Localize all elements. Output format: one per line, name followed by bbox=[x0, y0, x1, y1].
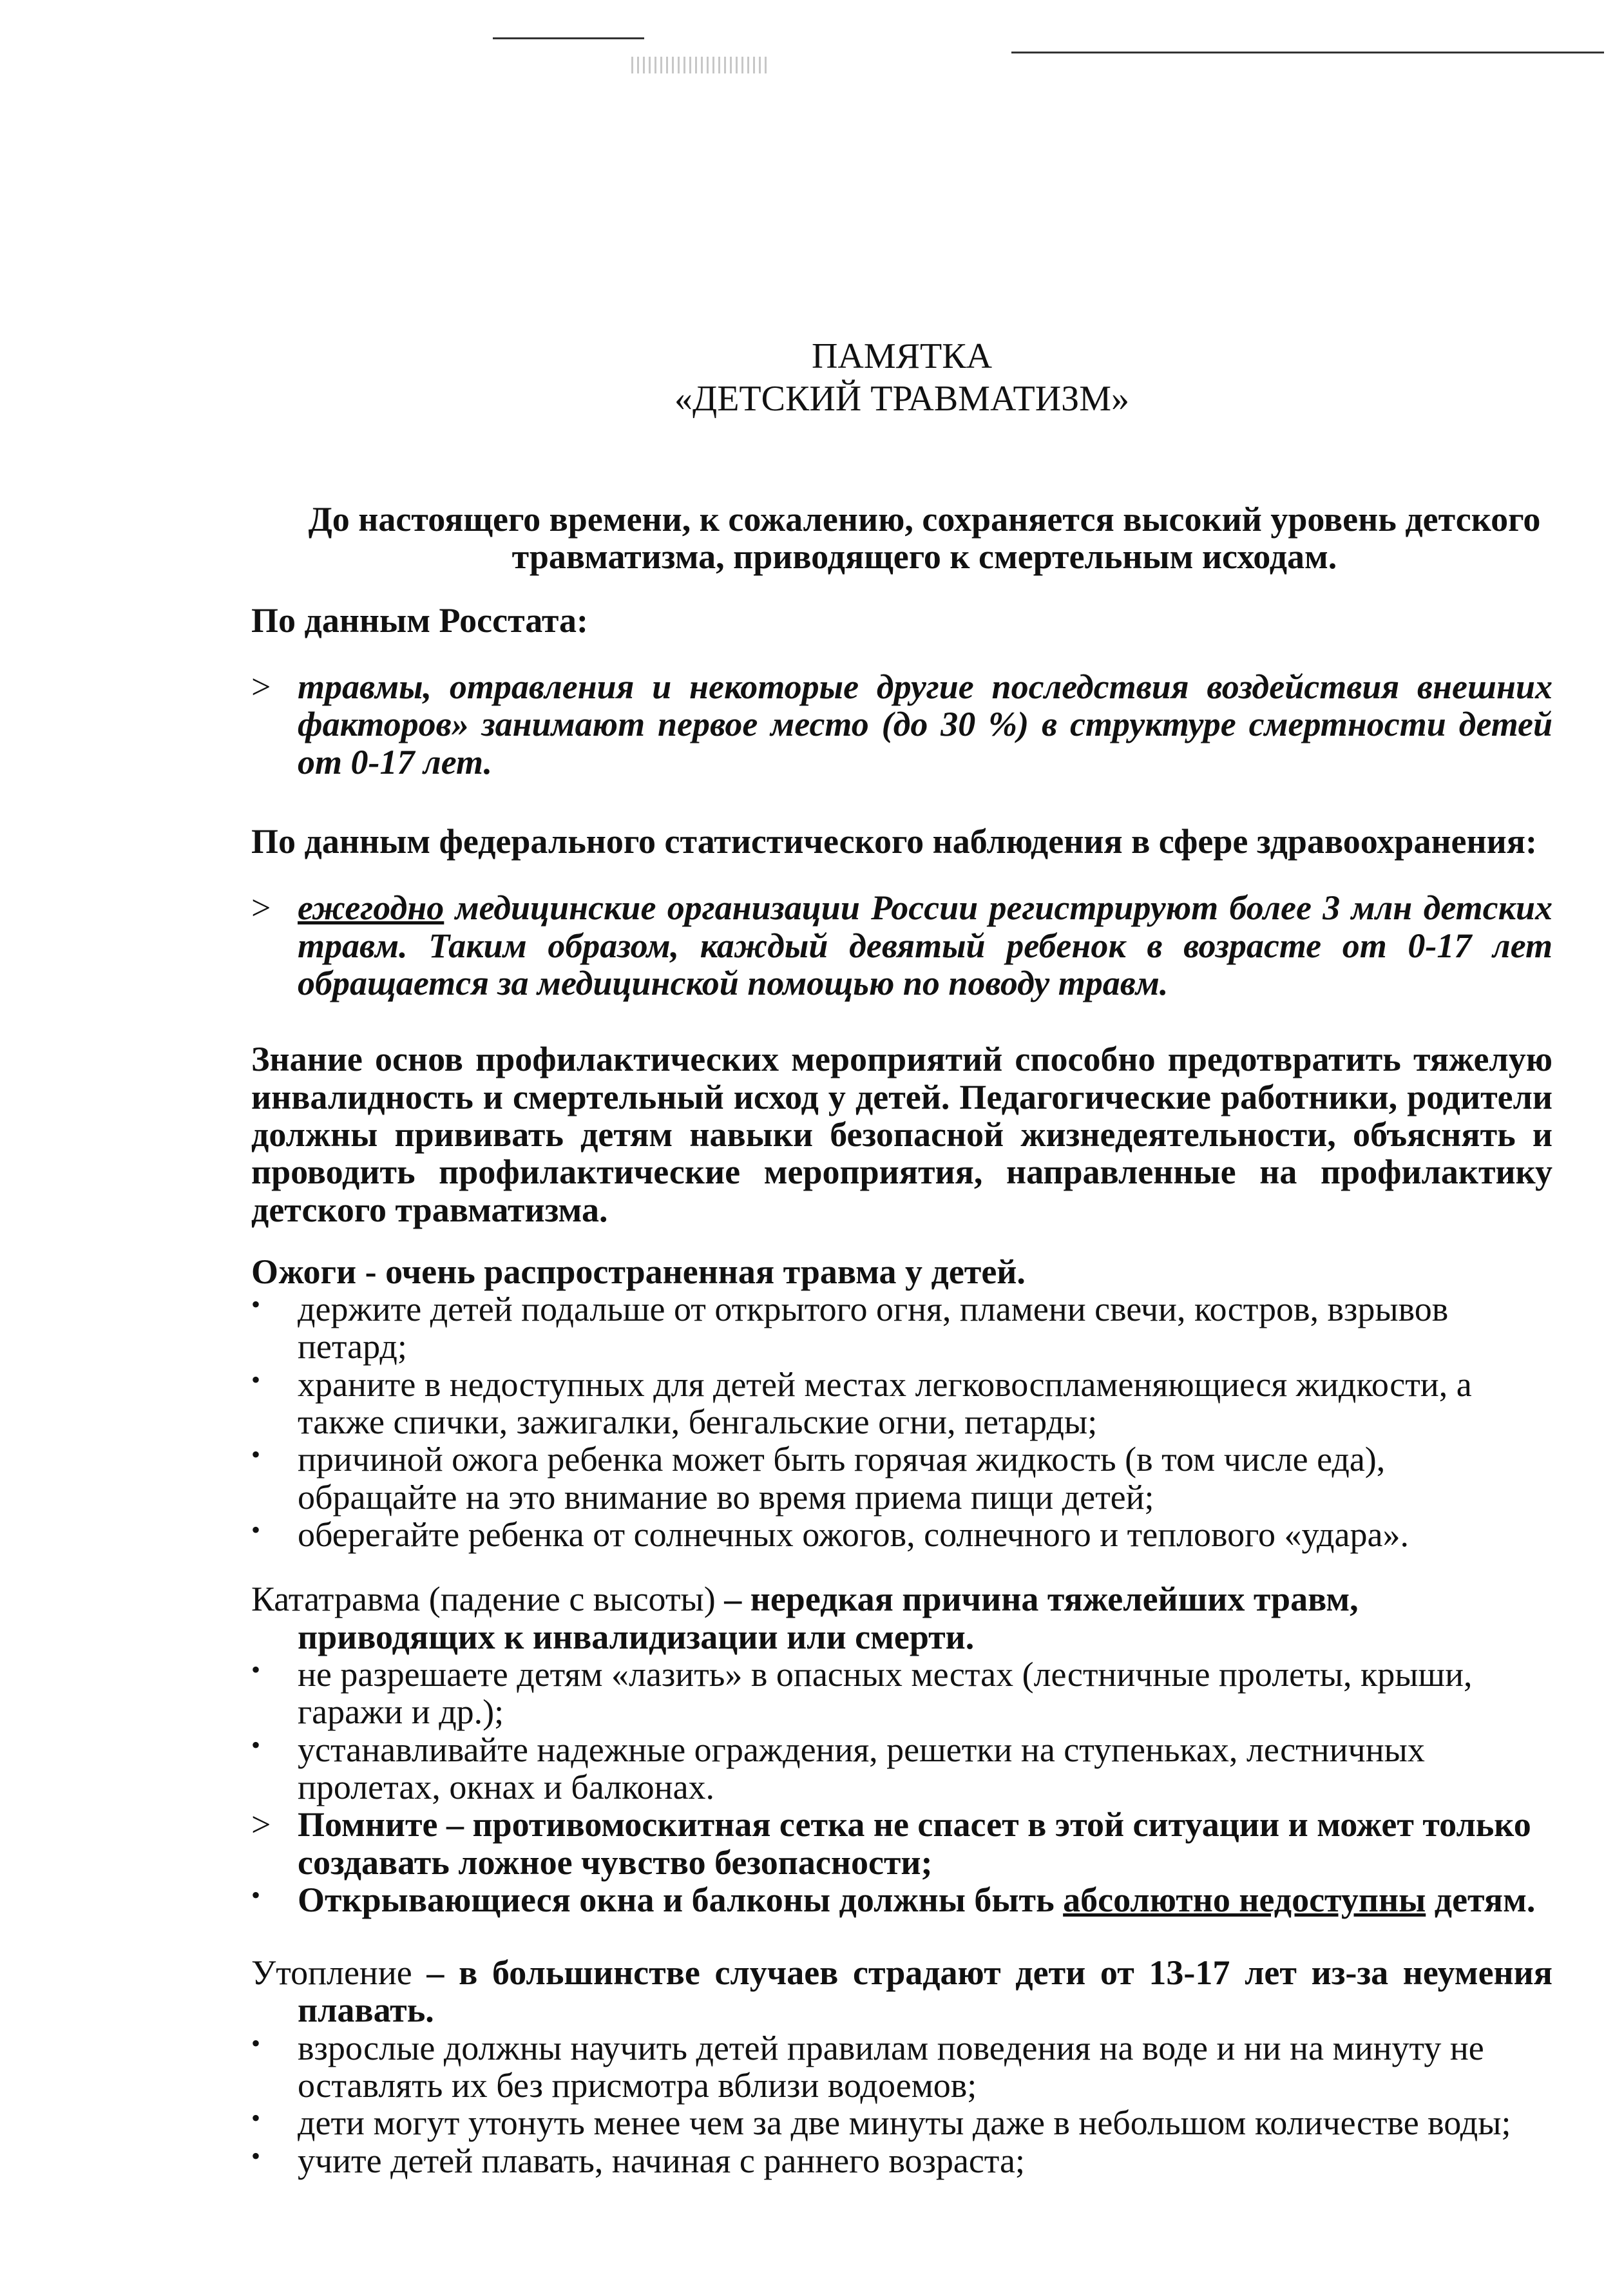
list-item-text: устанавливайте надежные ограждения, решетки на ступеньках, лестничных пролетах, окнах и балконах. bbox=[298, 1730, 1425, 1806]
list-item-text: дети могут утонуть менее чем за две минуты даже в небольшом количестве воды; bbox=[298, 2103, 1511, 2143]
falls-section bbox=[251, 1580, 1552, 1919]
list-item bbox=[251, 2142, 1552, 2179]
bullet-marker: • bbox=[251, 2028, 261, 2058]
drowning-list bbox=[251, 2029, 1552, 2179]
falls-windows-underlined: абсолютно недоступны bbox=[1063, 1880, 1426, 1919]
list-item-text: оберегайте ребенка от солнечных ожогов, солнечного и теплового «удара». bbox=[298, 1515, 1409, 1555]
prevention-paragraph: Знание основ профилактических мероприятий способно предотвратить тяжелую инвалидность и смертельный исход у детей. Педагогические работники, родители должны прививать детям навыки безопасной жизнедеятельности, объяснять и проводить профилактические мероприятия, направленные на профилактику детского травматизма. bbox=[251, 1040, 1552, 1229]
top-rule-left bbox=[493, 37, 644, 39]
falls-heading-plain: Кататравма (падение с высоты) bbox=[251, 1580, 716, 1619]
bullet-marker: • bbox=[251, 1880, 261, 1910]
scan-artifact bbox=[631, 57, 767, 73]
falls-windows bbox=[251, 1881, 1552, 1919]
falls-windows-prefix: Открывающиеся окна и балконы должны быть bbox=[298, 1880, 1064, 1919]
rosstat-item-text: травмы, отравления и некоторые другие последствия воздействия внешних факторов» занимают первое место (до 30 %) в структуре смертности детей от 0-17 лет. bbox=[298, 667, 1552, 781]
list-item bbox=[251, 1516, 1552, 1553]
list-item-text: учите детей плавать, начиная с раннего возраста; bbox=[298, 2141, 1026, 2180]
list-item bbox=[251, 2029, 1552, 2105]
falls-warning-text: Помните – противомоскитная сетка не спасет в этой ситуации и может только создавать ложное чувство безопасности; bbox=[298, 1805, 1531, 1882]
bullet-marker: • bbox=[251, 1290, 261, 1319]
bullet-marker: • bbox=[251, 1515, 261, 1545]
drowning-section bbox=[251, 1954, 1552, 2179]
list-item bbox=[251, 1366, 1552, 1441]
falls-heading-bold: – нередкая причина тяжелейших травм, приводящих к инвалидизации или смерти. bbox=[298, 1580, 1359, 1656]
list-item bbox=[251, 2104, 1552, 2141]
drowning-heading-plain: Утопление bbox=[251, 1953, 412, 1993]
federal-item-underlined: ежегодно bbox=[298, 888, 444, 928]
burns-heading: Ожоги - очень распространенная травма у детей. bbox=[251, 1252, 1026, 1291]
title-line-2: «ДЕТСКИЙ ТРАВМАТИЗМ» bbox=[674, 379, 1129, 419]
burns-list bbox=[251, 1290, 1552, 1553]
falls-heading bbox=[251, 1580, 1552, 1656]
bullet-marker: • bbox=[251, 1440, 261, 1469]
federal-heading: По данным федерального статистического наблюдения в сфере здравоохранения: bbox=[251, 822, 1537, 861]
bullet-marker: • bbox=[251, 2141, 261, 2170]
federal-item-text: медицинские организации России регистрируют более 3 млн детских травм. Таким образом, каждый девятый ребенок в возрасте от 0-17 лет обращается за медицинской помощью по поводу травм. bbox=[298, 888, 1552, 1002]
intro-paragraph: До настоящего времени, к сожалению, сохраняется высокий уровень детского травматизма, приводящего к смертельным исходам. bbox=[308, 500, 1541, 577]
federal-item bbox=[251, 889, 1552, 1002]
list-item bbox=[251, 1731, 1552, 1806]
bullet-marker: • bbox=[251, 2103, 261, 2133]
falls-warning bbox=[251, 1806, 1552, 1881]
arrow-marker: > bbox=[251, 667, 271, 707]
list-item-text: причиной ожога ребенка может быть горячая жидкость (в том числе еда), обращайте на это внимание во время приема пищи детей; bbox=[298, 1440, 1386, 1517]
document-title bbox=[251, 335, 1552, 420]
title-line-1: ПАМЯТКА bbox=[811, 336, 993, 376]
falls-list bbox=[251, 1656, 1552, 1919]
list-item bbox=[251, 1290, 1552, 1366]
arrow-marker: > bbox=[251, 1805, 271, 1844]
drowning-heading bbox=[251, 1954, 1552, 2029]
list-item-text: взрослые должны научить детей правилам поведения на воде и ни на минуту не оставлять их без присмотра вблизи водоемов; bbox=[298, 2028, 1484, 2105]
bullet-marker: • bbox=[251, 1364, 261, 1394]
burns-section bbox=[251, 1253, 1552, 1554]
rosstat-item bbox=[251, 668, 1552, 781]
falls-windows-suffix: детям. bbox=[1426, 1880, 1536, 1919]
rosstat-heading: По данным Росстата: bbox=[251, 600, 589, 640]
arrow-marker: > bbox=[251, 888, 271, 928]
bullet-marker: • bbox=[251, 1730, 261, 1759]
list-item bbox=[251, 1656, 1552, 1731]
drowning-heading-bold: – в большинстве случаев страдают дети от 13-17 лет из-за неумения плавать. bbox=[298, 1953, 1552, 2030]
list-item-text: храните в недоступных для детей местах легковоспламеняющиеся жидкости, а также спички, зажигалки, бенгальские огни, петарды; bbox=[298, 1364, 1472, 1442]
list-item bbox=[251, 1440, 1552, 1516]
list-item-text: не разрешаете детям «лазить» в опасных местах (лестничные пролеты, крыши, гаражи и др.); bbox=[298, 1654, 1473, 1732]
document-page bbox=[251, 335, 1552, 2179]
list-item-text: держите детей подальше от открытого огня, пламени свечи, костров, взрывов петард; bbox=[298, 1290, 1449, 1366]
bullet-marker: • bbox=[251, 1654, 261, 1684]
top-rule-right bbox=[1011, 52, 1604, 53]
